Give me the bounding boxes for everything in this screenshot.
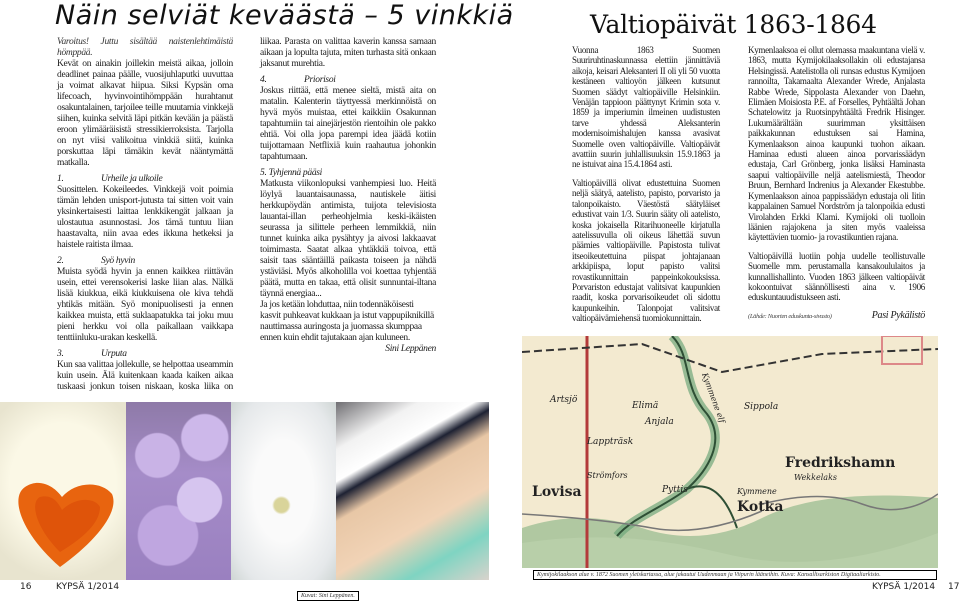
map-label: Elimä (632, 401, 659, 411)
paragraph: Vuonna 1863 Suomen Suuriruhtinaskunnassa elettiin jännittäviä aikoja, keisari Aleksanteri II oli yli 50 vuotta kestäneen valtioyön jälkeen kutsunut Suomen säädyt valtiopäiville Helsinkiin. Venäjän tappioon päättynyt Krimin sota v. 1859 ja imperiumin ilmeinen uudistusten tarve yhdessä Aleksanterin modernisoimishalujen kanssa avasivat Suomelle oven valtiopäiville. Valtiopäivät avattiin suurin juhlallisuuksin 15.9.1863 ja ne istuivat aina 15.4.1864 asti. (572, 45, 720, 170)
tip-2-heading: 2. Syö hyvin (57, 256, 135, 266)
map-caption: Kymijokilaakson alue v. 1872 Suomen yleiskartassa, alue jakautui Uudenmaan ja Viipurin lääneihin. Kuva: Kansallisarkiston Digitaaliarkisto. (533, 570, 937, 580)
tip-5-heading: 5. Tyhjennä pääsi (260, 168, 323, 178)
map-label: Artsjö (550, 395, 578, 405)
closing-text: Ja jos ketään lohduttaa, niin todennäköisesti kasvit puhkeavat kukkaan ja istut vappupiknikillä nauttimassa auringosta ja juomassa skumppaa ennen kuin ehdit tajutakaan ajan kuluneen. (260, 300, 434, 343)
map-label: Lovisa (532, 484, 582, 500)
map-label: Anjala (645, 417, 674, 427)
tip-4-text: Joskus riittää, että menee sieltä, mistä aita on matalin. Kalenterin täyttyessä merkinnöistä on hyvä myös muistaa, ettei kaikkiin Osakunnan tapahtumiin tai ainejärjestön rientoihin ole pakko ehtiä. Voi olla jopa parempi idea jäädä kotiin tuijottamaan Netflixiä kuin raahautua johonkin tapahtumaan. (260, 86, 436, 162)
right-column-2 (748, 45, 925, 322)
paragraph: Valtiopäivillä olivat edustettuina Suomen neljä säätyä, aatelisto, papisto, porvaristo ja talonpoikaisto. Väestöstä säätyläiset edustivat vain 1/3. Suurin sääty oli aatelisto, koska jokaisella Ritarihuoneelle kirjatulla aatelissuvulla oli oikeus lähettää suvun päämies valtiopäiville. Papistosta tulivat itseoikeutettuina piispat johtajanaan arkkipiispa, loput papisto valitsi rovastikunnittain pappeinkokouksissa. Porvariston edustajat valitsivat kaupunkien raadit, koska porvarisoikeudet oli sidottu kaupunkeihin. Talonpojat valitsivat valtiopäivämiehensä tuomiokunnittain. (572, 177, 720, 324)
tip-1-heading: 1. Urheile ja ulkoile (57, 174, 163, 184)
heart-yolk-icon (0, 402, 126, 580)
map-label: Kymmene elf (700, 371, 727, 425)
issue-right: KYPSÄ 1/2014 (872, 582, 936, 592)
intro-text: Kevät on ainakin joillekin meistä aikaa, jolloin deadlinet painaa päälle, vuosijuhlaputki uuvuttaa ja voimat alkavat hiipua. Siksi Kypsän oma lifecoach, hyvinvointihömppään hurahtanut osakuntalainen, tarjoilee teille muutamia vinkkejä siihen, kuinka selvitä läpi pitkän kevään ja päästä eroon ylimääräisistä stressikierroksista. Tarjolla on nyt viisi valikoitua vinkkiä siitä, kuinka porskuttaa läpi tämäkin kevät nääntymättä matkalla. (57, 59, 233, 168)
page-number-right: 17 (948, 582, 960, 592)
right-article-title: Valtiopäivät 1863-1864 (590, 10, 877, 39)
author-signature: Sini Leppänen (385, 344, 436, 354)
left-article-columns (57, 37, 436, 399)
page-number-left: 16 (20, 582, 32, 592)
source-note: (Lähde: Nuorten eduskunta-sivusto) (748, 312, 832, 320)
map-label: Wekkelaks (794, 473, 838, 482)
map-label: Lappträsk (587, 437, 634, 447)
photo-apple-blossom (231, 402, 336, 580)
tip-2-text: Muista syödä hyvin ja ennen kaikkea riittävän usein, ettei verensokerisi laske liian alas. Nälkä lisää kiukkua, eikä kiukkuisena ole kiva tehdä yhtikäs mitään. Syö monipuolisesti ja ennen kaikkea muista, että suklaapatukka tai joku muu pieni herkku voi olla paikallaan vaikkapa tenttiinluku-urakan keskellä. (57, 267, 233, 343)
tip-5-text: Matkusta viikonlopuksi vanhempiesi luo. Heitä löylyä lauantaisaunassa, nautiskele äitisi herkkupöydän antimista, tuijota televisiosta lauantai-illan perheohjelmia keski-ikäisten seurassa ja silittele perheen lemmikkiä, niin tunnet kuinka aika pysähtyy ja aivosi lakkaavat toimimasta. Saatat alkaa yhtäkkiä toivoa, että saisit taas sääntäillä paikasta toiseen ja nähdä ystäviäsi. Myös alkoholilla voi koettaa tyhjentää päätä, mutta en takaa, että olisit sunnuntai-iltana täynnä energiaa... (260, 179, 436, 299)
photo-egg-heart (0, 402, 126, 580)
photo-primula (126, 402, 231, 580)
warning-text: Varoitus! Juttu sisältää naistenlehtimäistä hömppää. (57, 37, 233, 58)
tip-3-text: Kun saa valittaa jollekulle, se helpottaa useammin kuin usein. Älä kuitenkaan kaada kaiken aikaa tuskaasi jonkun toisen niskaan, koska liika on liikaa. Parasta on valittaa kaverin kanssa samaan aikaan ja lopulta tajuta, miten turhasta sitä onkaan jaksanut murehtia. (57, 37, 436, 392)
author-signature: Pasi Pykälistö (871, 309, 925, 321)
right-column-1 (572, 45, 720, 332)
tip-3-heading: 3. Urputa (57, 349, 127, 359)
map-label: Fredrikshamn (785, 455, 896, 471)
tip-4-heading: 4. Priorisoi (260, 75, 336, 85)
map-label: Pyttis (662, 485, 688, 495)
historical-map (522, 336, 938, 568)
photo-credit: Kuvat: Sini Leppänen. (297, 591, 359, 601)
article-title: Näin selviät keväästä – 5 vinkkiä (55, 0, 514, 31)
map-label: Kotka (737, 499, 784, 515)
map-label: Kymmene (737, 487, 777, 496)
issue-left: KYPSÄ 1/2014 (56, 582, 120, 592)
paragraph: Kymenlaaksoa ei ollut olemassa maakuntana vielä v. 1863, mutta Kymijokilaaksollakin oli edustajansa Helsingissä. Aatelistolla oli runsas edustus Kymijoen rannoilta, Takamaalta Alexander Wrede, Anjalasta Rabbe Wrede, Sippolasta Alexander von Daehn, Elimäen Moisiosta P.E. af Forselles, Pyhtäältä Johan Schatelowitz ja Ruotsinpyhtäältä Fredrik Hisinger. Lukumäärältään suurimman yksittäisen paikkakunnan edustuksen sai Hamina, Kymenlaakson ainoa kaupunki tuohon aikaan. Haminaa edusti alueen ainoa porvarissäädyn edustaja, Carl Grönberg, jonka lisäksi Haminasta saapui valtiopäiville neljä aatelismiestä, Theodor Bruun, Bernhard Indrenius ja Alexander Ekestubbe. Kymenlaakson ainoa pappissäädyn edustaja oli Iitin kappalainen Samuel Nordström ja talonpoikia edusti Virolahden Erkki Klami. Kymijoki oli tuolloin läänien rajajokena ja siten myös vaaleissa käytettävien tuomio- ja rovastikuntien rajana. (748, 45, 925, 243)
map-label: Sippola (744, 402, 779, 412)
paragraph: Valtiopäivillä luotiin pohja uudelle teollistuvalle Suomelle mm. perustamalla kansakoululaitos ja kunnallishallinto. Vuoden 1863 jälkeen valtiopäivät kokoontuivat säännöllisesti aina v. 1906 eduskuntauudistukseen asti. (748, 250, 925, 303)
photo-author-with-cap (336, 402, 489, 580)
map-label: Strömfors (587, 471, 628, 480)
tip-1-text: Suosittelen. Kokeileedes. Vinkkejä voit poimia tämän lehden unisport-jutusta tai sitten voit vain yksinkertaisesti laittaa lenkkikengät jalkaan ja ulostautua asunnostasi. Jos tämä tuntuu liian haastavalta, niin avaa edes ikkuna hetkeksi ja haistele raitista ilmaa. (57, 185, 233, 250)
